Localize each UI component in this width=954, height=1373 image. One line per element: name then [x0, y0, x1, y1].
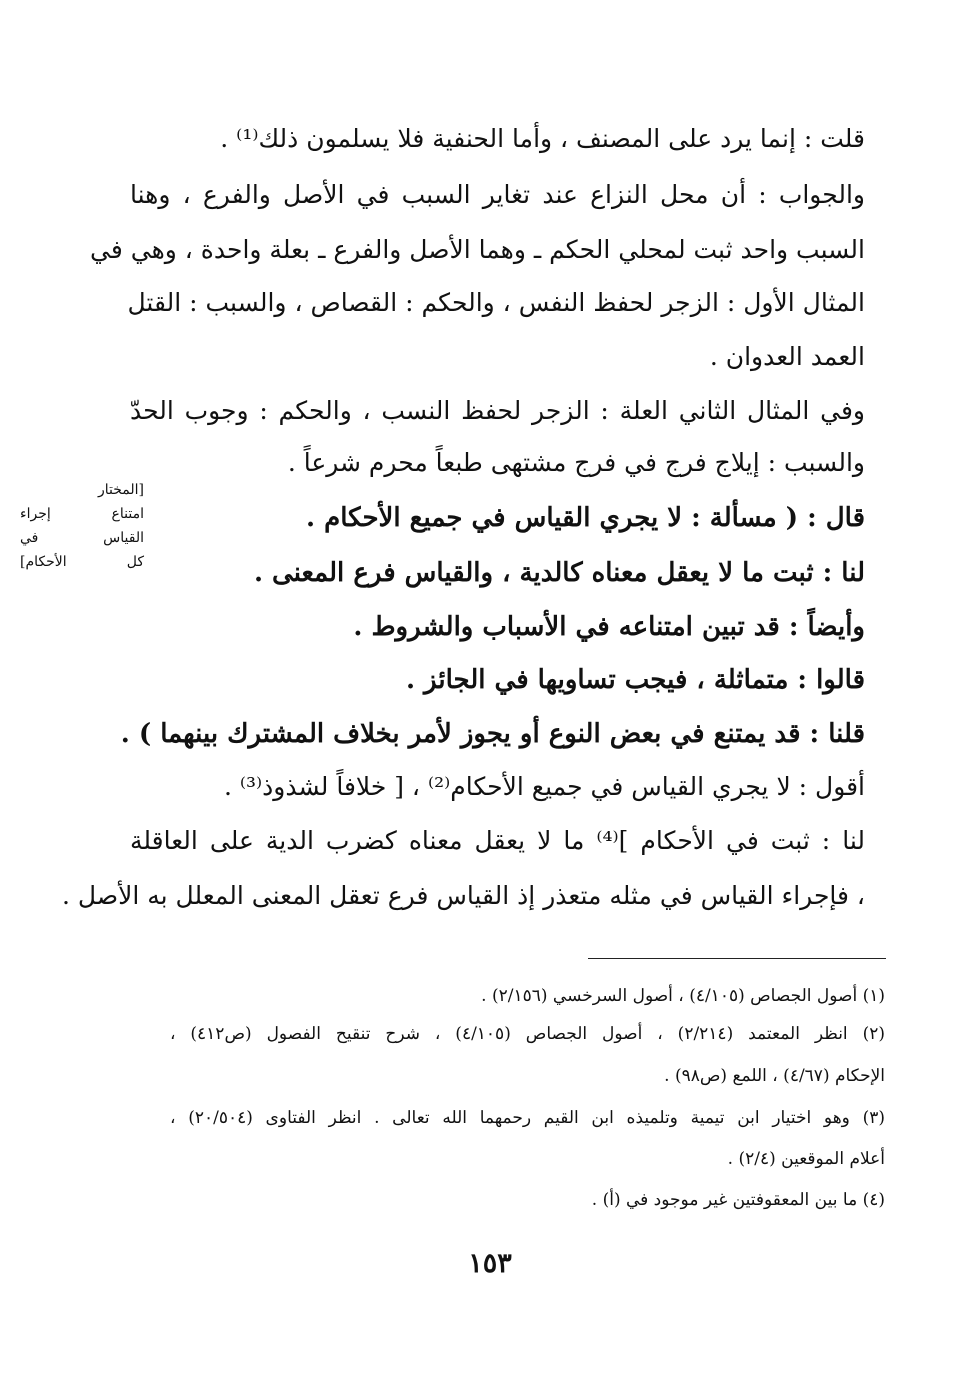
footnote-4: (٤) ما بين المعقوفتين غير موجود في (أ) .: [591, 1190, 885, 1210]
margin-note-line: [المختار: [98, 482, 144, 498]
footnote-2: (٢) انظر المعتمد (٢/٢١٤) ، أصول الجصاص (٤/١٠٥) ، شرح تنقيح الفصول (ص٤١٢) ،: [170, 1024, 885, 1044]
margin-note-line: امتناع إجراء: [20, 506, 144, 522]
text-line-6: وفي المثال الثاني العلة : الزجر لحفظ النسب ، والحكم : وجوب الحدّ: [130, 396, 865, 425]
footnote-1: (١) أصول الجصاص (٤/١٠٥) ، أصول السرخسي (٢/١٥٦) .: [481, 986, 885, 1006]
text-line-2: والجواب : أن محل النزاع عند تغاير السبب في الأصل والفرع ، وهنا: [130, 180, 865, 209]
footnote-2-cont: الإحكام (٤/٦٧) ، اللمع (ص٩٨) .: [664, 1066, 885, 1086]
text-line-11: قالوا : متماثلة ، فيجب تساويها في الجائز .: [405, 665, 865, 695]
text-line-10: وأيضاً : قد تبين امتناعه في الأسباب والشروط .: [353, 612, 865, 642]
text-line-7: والسبب : إيلاج فرج في فرج مشتهى طبعاً محرم شرعاً .: [287, 448, 865, 477]
text-line-8: قال : ( مسألة : لا يجري القياس في جميع الأحكام .: [306, 503, 865, 533]
text-line-5: العمد العدوان .: [709, 342, 865, 371]
text-line-15: ، فإجراء القياس في مثله متعذر إذ القياس فرع تعقل المعنى المعلل به الأصل .: [62, 881, 865, 910]
margin-note-line: كل الأحكام]: [20, 554, 144, 570]
text-line-3: السبب واحد ثبت لمحلي الحكم ـ وهما الأصل والفرع ـ بعلة واحدة ، وهي في: [90, 235, 865, 264]
text-line-13: أقول : لا يجري القياس في جميع الأحكام⁽²⁾ ، [ خلافاً لشذوذ⁽³⁾ .: [223, 772, 865, 801]
margin-note-line: القياس في: [20, 530, 144, 546]
footnote-3: (٣) وهو اختيار ابن تيمية وتلميذه ابن القيم رحمهما الله تعالى . انظر الفتاوى (٢٠/٥٠٤) ،: [170, 1108, 885, 1128]
text-line-4: المثال الأول : الزجر لحفظ النفس ، والحكم : القصاص ، والسبب : القتل: [127, 288, 865, 317]
text-line-1: قلت : إنما يرد على المصنف ، وأما الحنفية فلا يسلمون ذلك⁽¹⁾ .: [220, 124, 865, 153]
footnote-separator: [588, 958, 886, 959]
page-number: ١٥٣: [468, 1248, 512, 1279]
footnote-3-cont: أعلام الموقعين (٢/٤) .: [727, 1149, 885, 1169]
text-line-9: لنا : ثبت ما لا يعقل معناه كالدية ، والقياس فرع المعنى .: [253, 558, 865, 588]
text-line-14: لنا : ثبت في الأحكام ]⁽⁴⁾ ما لا يعقل معناه كضرب الدية على العاقلة: [130, 826, 865, 855]
text-line-12: قلنا : قد يمتنع في بعض النوع أو يجوز لأمر بخلاف المشترك بينهما ) .: [120, 719, 865, 749]
margin-note: [20, 478, 144, 574]
